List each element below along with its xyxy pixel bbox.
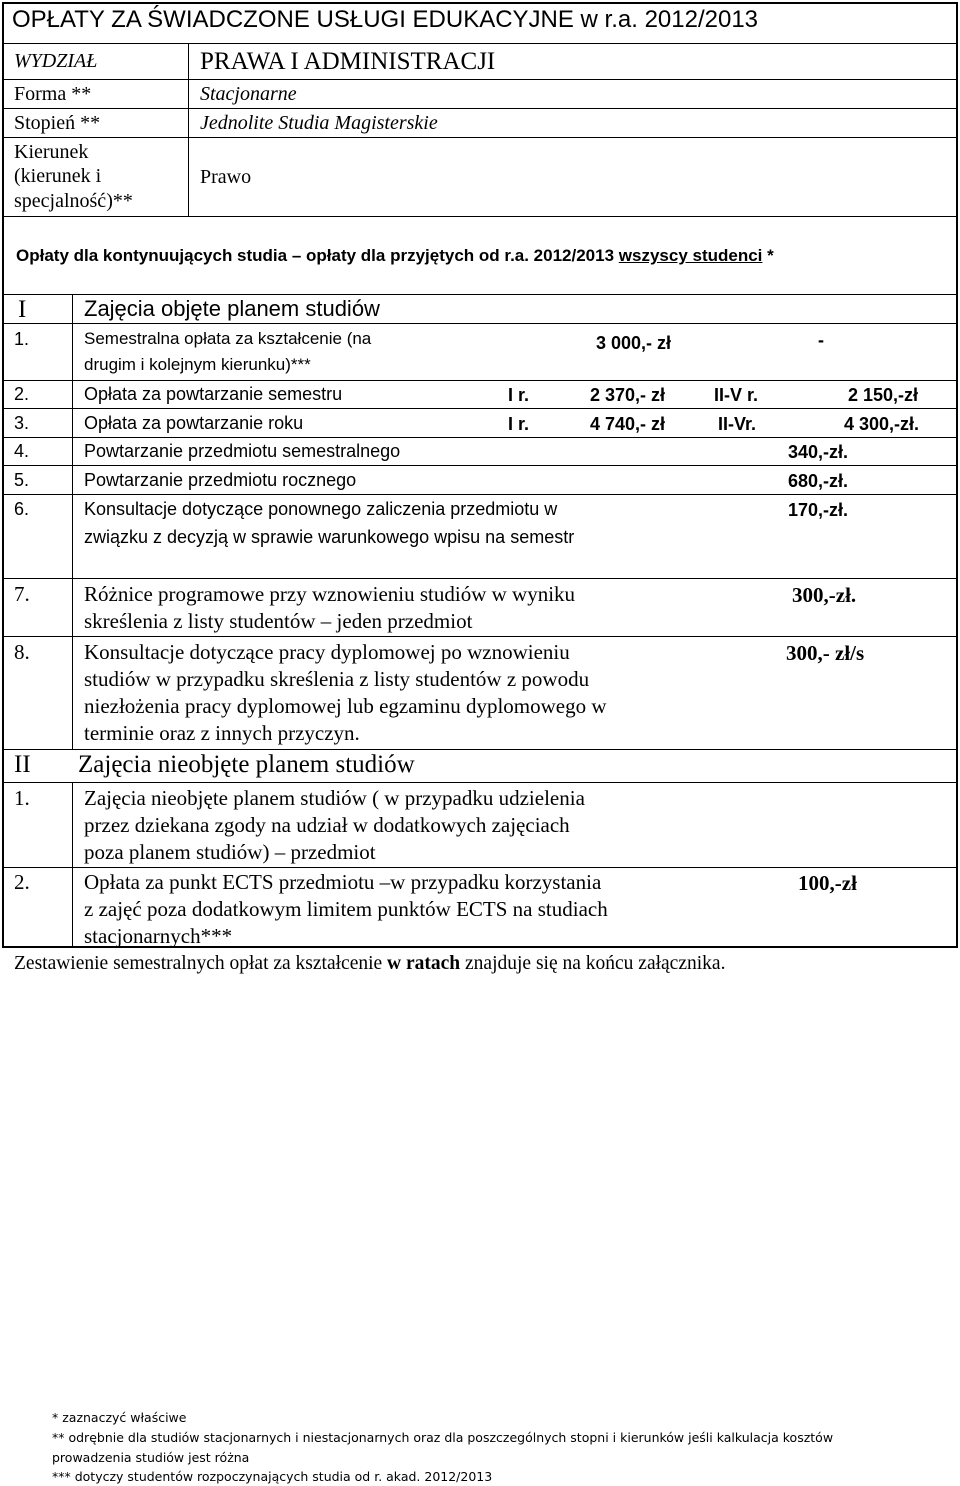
row2-amount1: 2 370,- zł <box>590 385 666 405</box>
fee-header <box>16 246 774 266</box>
frame-top <box>2 2 958 4</box>
row2-number: 2. <box>14 384 30 404</box>
sec1-top-line <box>2 294 958 295</box>
row3-amount1: 4 740,- zł <box>590 414 666 434</box>
sec2-row2-number: 2. <box>14 870 30 894</box>
row4-number: 4. <box>14 441 30 461</box>
row1-amount: 3 000,- zł <box>596 333 672 353</box>
sec2-num-col <box>72 783 73 946</box>
sec1-num-col <box>72 295 73 578</box>
row1-label-line2: drugim i kolejnym kierunku)*** <box>84 355 311 374</box>
sec2-row2-label-line1: Opłata za punkt ECTS przedmiotu –w przypadku korzystania <box>84 870 602 894</box>
row5-amount: 680,-zł. <box>788 471 849 491</box>
row4-label: Powtarzanie przedmiotu semestralnego <box>84 441 401 461</box>
sec2-row2-label-line2: z zajęć poza dodatkowym limitem punktów ECTS na studiach <box>84 897 608 921</box>
sec1-line-r4 <box>2 465 958 466</box>
row1-amount-dash: - <box>818 330 824 350</box>
kierunek-value: Prawo <box>200 166 252 188</box>
row3-year2: II-Vr. <box>718 414 757 434</box>
info-divider-2 <box>2 108 958 109</box>
footnote-3: *** dotyczy studentów rozpoczynających studia od r. akad. 2012/2013 <box>52 1469 493 1484</box>
footnote-1: * zaznaczyć właściwe <box>52 1410 187 1425</box>
installments-note-before: Zestawienie semestralnych opłat za kształcenie <box>14 953 388 974</box>
row2-year1: I r. <box>508 385 530 405</box>
page-title: OPŁATY ZA ŚWIADCZONE USŁUGI EDUKACYJNE w r.a. 2012/2013 <box>12 6 759 33</box>
section1-title: Zajęcia objęte planem studiów <box>84 296 380 321</box>
sec1-line-r2 <box>2 408 958 409</box>
forma-value: Stacjonarne <box>200 83 297 105</box>
kierunek-label-2: (kierunek i <box>14 165 102 187</box>
section2-title: Zajęcia nieobjęte planem studiów <box>78 751 415 778</box>
sec1-line-r3 <box>2 437 958 438</box>
wydzial-value: PRAWA I ADMINISTRACJI <box>200 48 496 75</box>
row4-amount: 340,-zł. <box>788 442 849 462</box>
row8-label-line2: studiów w przypadku skreślenia z listy studentów z powodu <box>84 667 590 691</box>
row8-label-line3: niezłożenia pracy dyplomowej lub egzaminu dyplomowego w <box>84 694 607 718</box>
stopien-label: Stopień ** <box>14 112 101 134</box>
stopien-value: Jednolite Studia Magisterskie <box>200 112 438 134</box>
title-divider <box>2 43 958 44</box>
sec2-row1-number: 1. <box>14 786 30 810</box>
sec1-line-r1 <box>2 380 958 381</box>
sec2-title-divider <box>2 782 958 783</box>
row7-amount: 300,-zł. <box>792 583 857 607</box>
footnote-2-cont: prowadzenia studiów jest różna <box>52 1450 250 1465</box>
row3-year1: I r. <box>508 414 530 434</box>
row7-label-line2: skreślenia z listy studentów – jeden przedmiot <box>84 609 473 633</box>
row6-label-line1: Konsultacje dotyczące ponownego zaliczenia przedmiotu w <box>84 499 558 519</box>
sec1-line-r5 <box>2 494 958 495</box>
wydzial-label: WYDZIAŁ <box>14 50 98 72</box>
row6-number: 6. <box>14 499 30 519</box>
sec2-row1-divider <box>2 867 958 868</box>
info-divider-1 <box>2 79 958 80</box>
fee-header-all-students: wszyscy studenci <box>618 246 763 265</box>
footnote-2: ** odrębnie dla studiów stacjonarnych i niestacjonarnych oraz dla poszczególnych stopni i kierunków jeśli kalkulacja kosztów <box>52 1430 834 1445</box>
sec1-line-r6 <box>2 578 958 579</box>
installments-note <box>14 953 725 975</box>
row7-divider <box>2 636 958 637</box>
row8-number: 8. <box>14 640 30 664</box>
section1-number: I <box>18 296 27 323</box>
row1-number: 1. <box>14 329 30 349</box>
row3-amount2: 4 300,-zł. <box>844 414 920 434</box>
info-divider-4 <box>2 216 958 217</box>
installments-note-after: znajduje się na końcu załącznika. <box>460 953 726 974</box>
row2-label: Opłata za powtarzanie semestru <box>84 384 343 404</box>
section2-number: II <box>14 751 31 778</box>
kierunek-label-1: Kierunek <box>14 141 89 163</box>
row7-label-line1: Różnice programowe przy wznowieniu studiów w wyniku <box>84 582 576 606</box>
fee-header-star: * <box>762 246 774 265</box>
row8-label-line1: Konsultacje dotyczące pracy dyplomowej po wznowieniu <box>84 640 570 664</box>
row8-label-line4: terminie oraz z innych przyczyn. <box>84 721 360 745</box>
row6-label-line2: związku z decyzją w sprawie warunkowego wpisu na semestr <box>84 527 575 547</box>
frame-left <box>2 2 4 948</box>
row6-amount: 170,-zł. <box>788 500 849 520</box>
row2-year2: II-V r. <box>714 385 759 405</box>
sec1-num-col-lower <box>72 579 73 749</box>
row8-divider <box>2 749 958 750</box>
row3-label: Opłata za powtarzanie roku <box>84 413 304 433</box>
row7-number: 7. <box>14 582 30 606</box>
sec1-line-title <box>2 323 958 324</box>
row1-label-line1: Semestralna opłata za kształcenie (na <box>84 329 372 348</box>
installments-note-bold: w ratach <box>387 953 461 974</box>
forma-label: Forma ** <box>14 83 92 105</box>
row2-amount2: 2 150,-zł <box>848 385 919 405</box>
sec2-row2-label-line3: stacjonarnych*** <box>84 924 233 948</box>
info-col-divider <box>188 44 189 216</box>
row5-label: Powtarzanie przedmiotu rocznego <box>84 470 357 490</box>
frame-right <box>956 2 958 948</box>
sec2-row2-amount: 100,-zł <box>798 871 857 895</box>
row3-number: 3. <box>14 413 30 433</box>
sec2-row1-label-line2: przez dziekana zgody na udział w dodatkowych zajęciach <box>84 813 570 837</box>
row5-number: 5. <box>14 470 30 490</box>
kierunek-label-3: specjalność)** <box>14 190 133 212</box>
fee-header-main: Opłaty dla kontynuujących studia – opłaty dla przyjętych od r.a. 2012/2013 <box>16 246 615 265</box>
row8-amount: 300,- zł/s <box>786 641 865 665</box>
sec2-row1-label-line3: poza planem studiów) – przedmiot <box>84 840 376 864</box>
info-divider-3 <box>2 137 958 138</box>
sec2-row1-label-line1: Zajęcia nieobjęte planem studiów ( w przypadku udzielenia <box>84 786 585 810</box>
